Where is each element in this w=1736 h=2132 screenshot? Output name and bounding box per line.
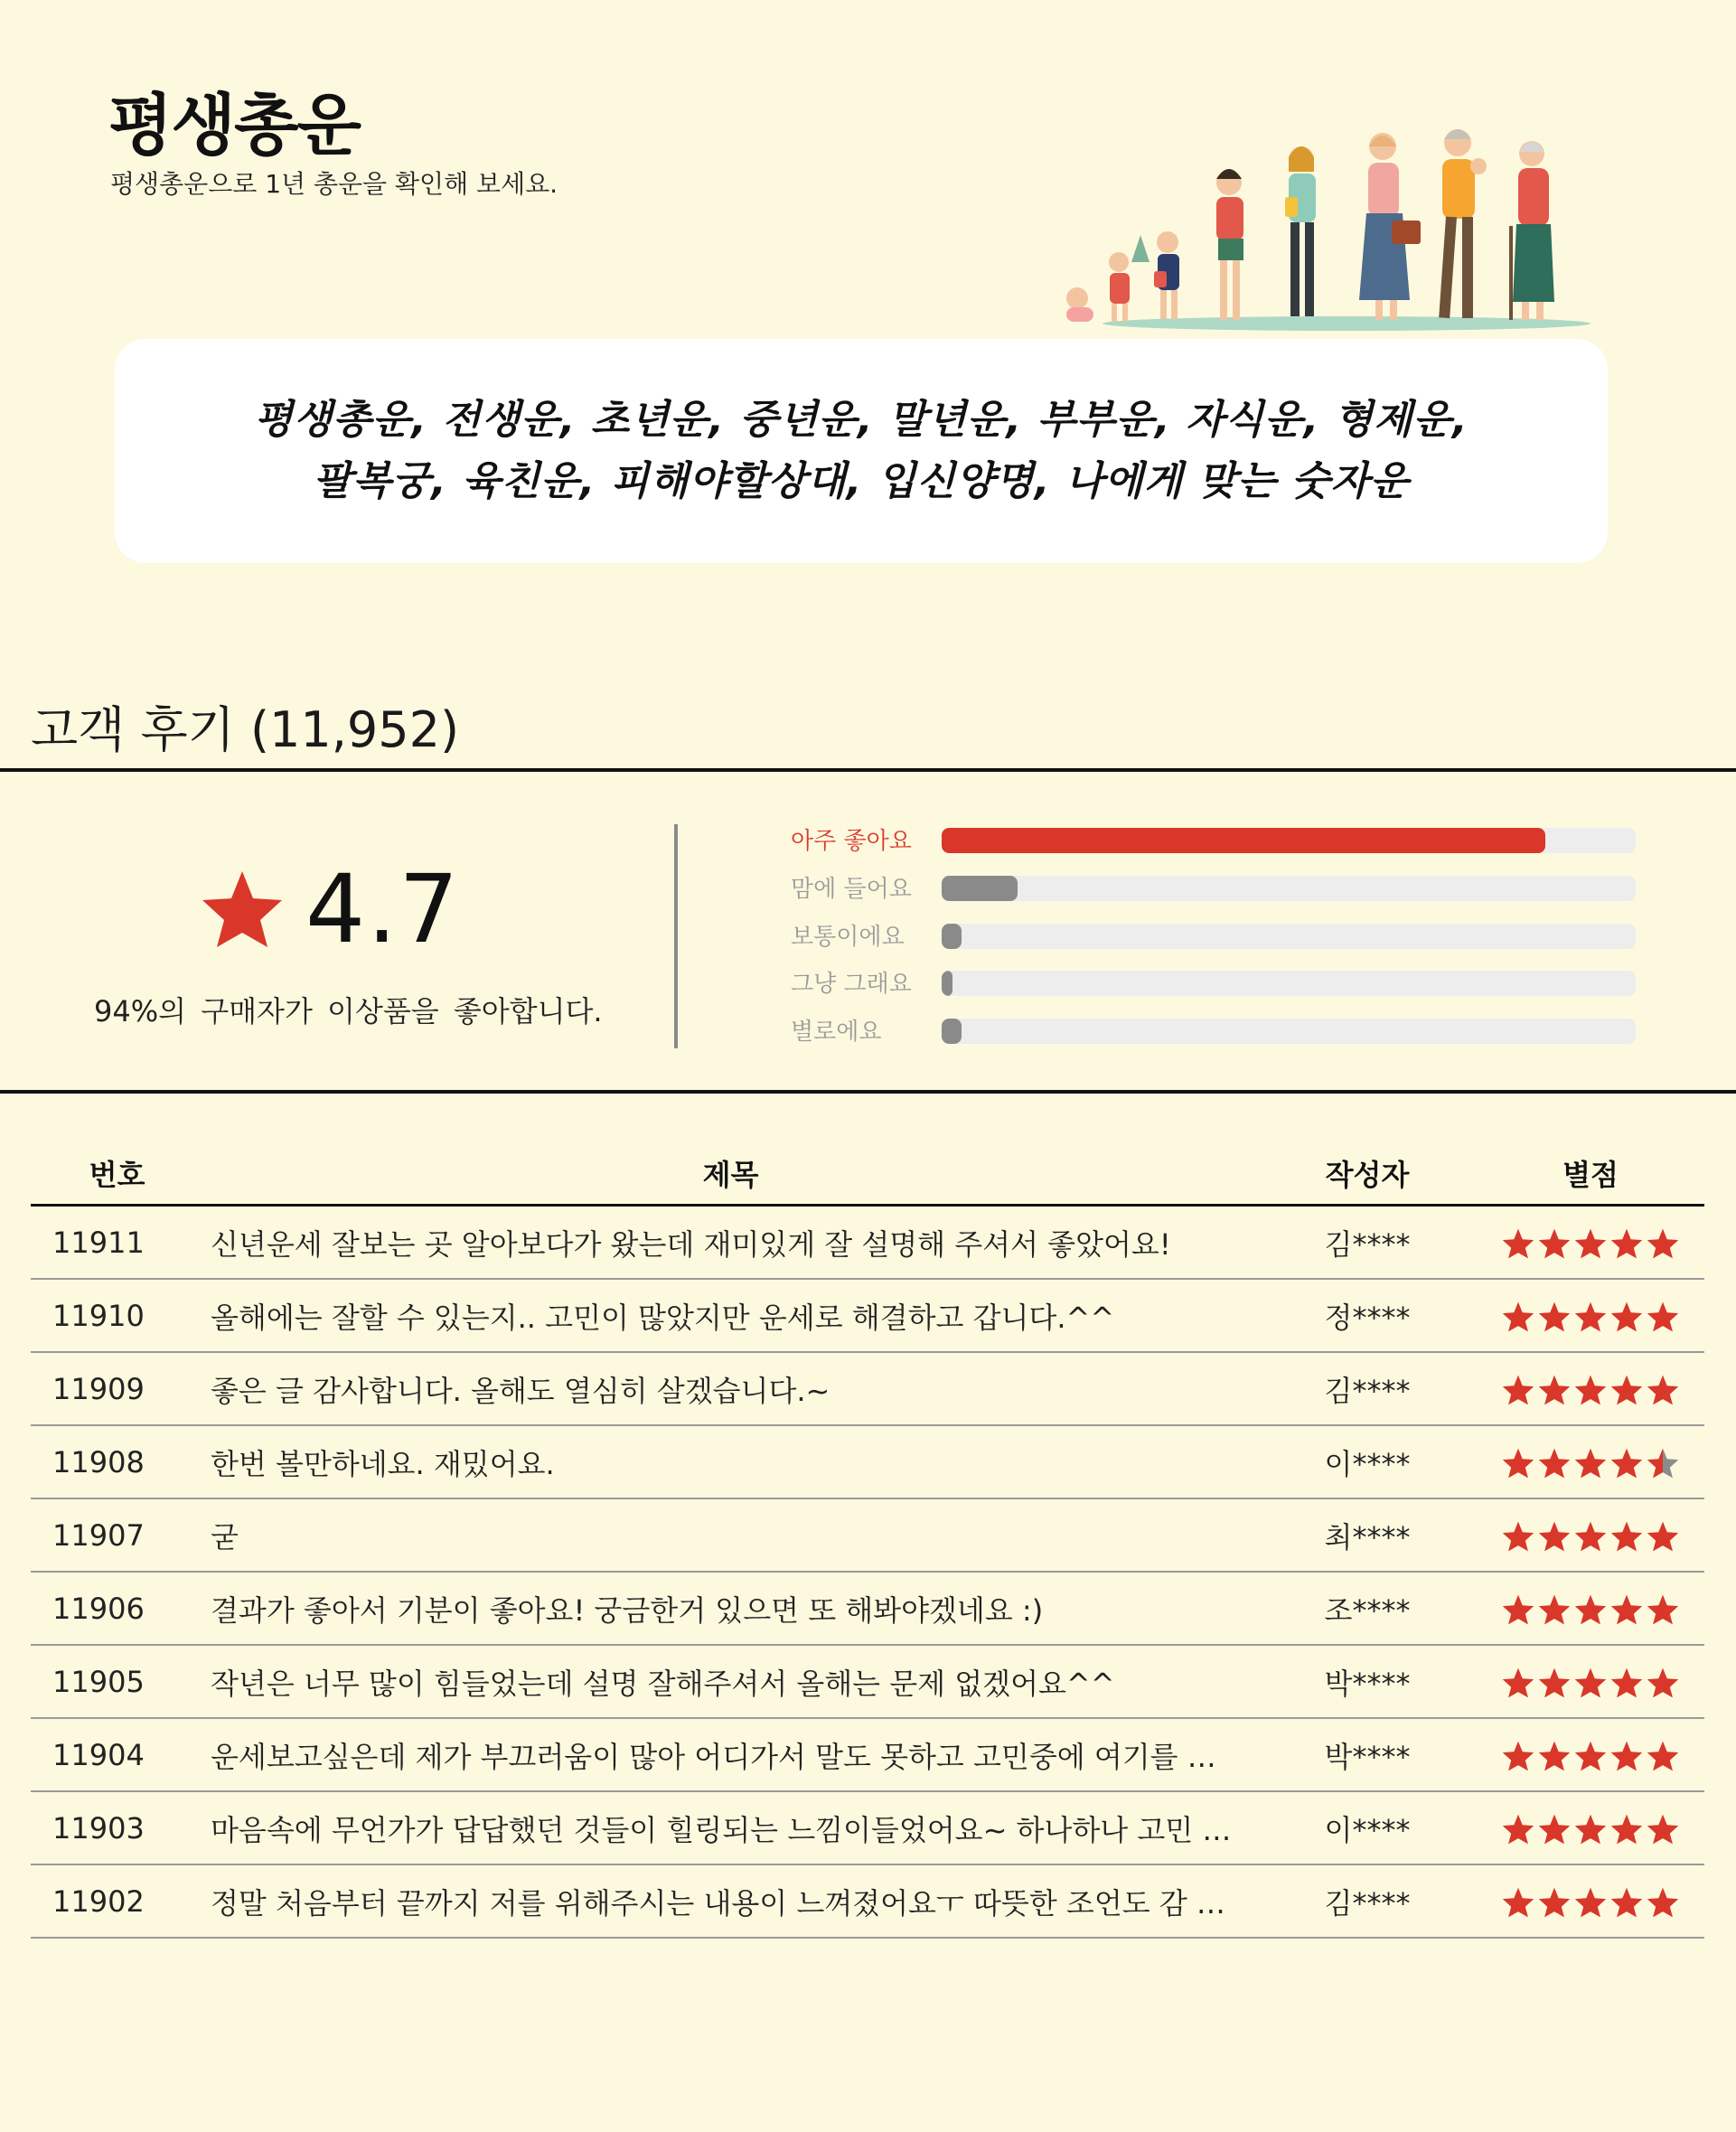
review-title[interactable]: 작년은 너무 많이 힘들었는데 설명 잘해주셔서 올해는 문제 없겠어요^^ — [203, 1645, 1258, 1718]
rating-distribution-track — [942, 828, 1636, 853]
star-rating — [1501, 1886, 1680, 1919]
rating-distribution-fill — [942, 828, 1545, 853]
fortune-categories-line-2: 팔복궁, 육친운, 피해야할상대, 입신양명, 나에게 맞는 숫자운 — [313, 458, 1410, 504]
star-icon — [1573, 1740, 1608, 1772]
star-icon — [1646, 1374, 1680, 1406]
star-icon — [1573, 1520, 1608, 1553]
star-icon — [1501, 1667, 1535, 1699]
star-icon — [1646, 1301, 1680, 1333]
star-icon — [1609, 1740, 1644, 1772]
star-icon — [1646, 1667, 1680, 1699]
star-icon — [1609, 1301, 1644, 1333]
star-icon — [1501, 1447, 1535, 1479]
review-title[interactable]: 정말 처음부터 끝까지 저를 위해주시는 내용이 느껴졌어요ㅜ 따뜻한 조언도 감 … — [203, 1864, 1258, 1938]
star-icon — [1573, 1301, 1608, 1333]
page-subtitle: 평생총운으로 1년 총운을 확인해 보세요. — [110, 169, 558, 199]
star-icon — [1537, 1667, 1572, 1699]
star-icon — [1501, 1520, 1535, 1553]
star-icon — [1573, 1227, 1608, 1260]
review-title[interactable]: 좋은 글 감사합니다. 올해도 열심히 살겠습니다.~ — [203, 1352, 1258, 1425]
review-author: 이**** — [1258, 1425, 1477, 1498]
score-divider — [674, 824, 678, 1048]
review-rating — [1477, 1791, 1704, 1864]
star-icon — [1573, 1447, 1608, 1479]
star-icon — [199, 868, 286, 951]
star-icon — [1501, 1886, 1535, 1919]
review-number: 11906 — [31, 1572, 203, 1645]
rating-distribution-track — [942, 1019, 1636, 1044]
section-rule-top — [0, 768, 1736, 772]
review-title[interactable]: 마음속에 무언가가 답답했던 것들이 힐링되는 느낌이들었어요~ 하나하나 고민 … — [203, 1791, 1258, 1864]
column-header-rating: 별점 — [1477, 1142, 1704, 1206]
star-icon — [1646, 1886, 1680, 1919]
star-icon — [1609, 1593, 1644, 1626]
review-number: 11905 — [31, 1645, 203, 1718]
star-icon — [1646, 1740, 1680, 1772]
rating-distribution-fill — [942, 924, 962, 949]
table-row[interactable] — [31, 1498, 1704, 1572]
review-number: 11911 — [31, 1206, 203, 1280]
rating-distribution-label: 아주 좋아요 — [791, 828, 912, 855]
star-icon — [1537, 1813, 1572, 1846]
star-rating — [1501, 1593, 1680, 1626]
fortune-categories-card — [115, 339, 1608, 563]
table-row[interactable] — [31, 1425, 1704, 1498]
rating-distribution-row — [791, 1017, 1640, 1046]
review-author: 박**** — [1258, 1718, 1477, 1791]
star-icon — [1573, 1886, 1608, 1919]
star-icon — [1573, 1593, 1608, 1626]
star-icon — [1537, 1886, 1572, 1919]
rating-distribution-row — [791, 969, 1640, 998]
review-author: 박**** — [1258, 1645, 1477, 1718]
review-author: 최**** — [1258, 1498, 1477, 1572]
star-icon — [1646, 1813, 1680, 1846]
star-icon — [1501, 1227, 1535, 1260]
review-number: 11910 — [31, 1279, 203, 1352]
review-number: 11903 — [31, 1791, 203, 1864]
star-icon — [1609, 1227, 1644, 1260]
review-author: 조**** — [1258, 1572, 1477, 1645]
star-icon — [1609, 1813, 1644, 1846]
rating-distribution-label: 보통이에요 — [791, 924, 905, 951]
column-header-title: 제목 — [203, 1142, 1258, 1206]
star-icon — [1501, 1593, 1535, 1626]
review-rating — [1477, 1718, 1704, 1791]
star-rating — [1501, 1667, 1680, 1699]
review-number: 11908 — [31, 1425, 203, 1498]
rating-distribution-fill — [942, 971, 952, 996]
star-icon — [1609, 1886, 1644, 1919]
table-header-row — [31, 1142, 1704, 1206]
rating-distribution-label: 그냥 그래요 — [791, 971, 912, 998]
review-title[interactable]: 운세보고싶은데 제가 부끄러움이 많아 어디가서 말도 못하고 고민중에 여기를 … — [203, 1718, 1258, 1791]
star-icon — [1537, 1227, 1572, 1260]
review-rating — [1477, 1572, 1704, 1645]
star-rating — [1501, 1374, 1680, 1406]
average-score-value: 4.7 — [305, 854, 461, 964]
rating-distribution-row — [791, 874, 1640, 903]
star-icon — [1501, 1813, 1535, 1846]
star-rating — [1501, 1813, 1680, 1846]
section-rule-bottom — [0, 1090, 1736, 1094]
review-title[interactable]: 결과가 좋아서 기분이 좋아요! 궁금한거 있으면 또 해봐야겠네요 :) — [203, 1572, 1258, 1645]
star-icon — [1646, 1447, 1680, 1479]
rating-distribution-fill — [942, 1019, 962, 1044]
review-title[interactable]: 굳 — [203, 1498, 1258, 1572]
star-rating — [1501, 1227, 1680, 1260]
table-row[interactable] — [31, 1206, 1704, 1280]
star-icon — [1537, 1520, 1572, 1553]
review-author: 김**** — [1258, 1864, 1477, 1938]
column-header-no: 번호 — [31, 1142, 203, 1206]
star-icon — [1646, 1520, 1680, 1553]
table-row[interactable] — [31, 1279, 1704, 1352]
review-title[interactable]: 올해에는 잘할 수 있는지.. 고민이 많았지만 운세로 해결하고 갑니다.^^ — [203, 1279, 1258, 1352]
star-icon — [1573, 1667, 1608, 1699]
average-score — [199, 854, 460, 964]
table-row[interactable] — [31, 1864, 1704, 1938]
review-number: 11909 — [31, 1352, 203, 1425]
star-icon — [1609, 1374, 1644, 1406]
star-rating — [1501, 1740, 1680, 1772]
review-number: 11907 — [31, 1498, 203, 1572]
rating-distribution-track — [942, 971, 1636, 996]
star-icon — [1537, 1593, 1572, 1626]
review-rating — [1477, 1279, 1704, 1352]
review-rating — [1477, 1425, 1704, 1498]
review-title[interactable]: 한번 볼만하네요. 재밌어요. — [203, 1425, 1258, 1498]
review-rating — [1477, 1352, 1704, 1425]
column-header-author: 작성자 — [1258, 1142, 1477, 1206]
star-icon — [1537, 1301, 1572, 1333]
table-row[interactable] — [31, 1718, 1704, 1791]
review-rating — [1477, 1498, 1704, 1572]
rating-distribution-track — [942, 876, 1636, 901]
star-icon — [1501, 1301, 1535, 1333]
review-author: 김**** — [1258, 1352, 1477, 1425]
star-icon — [1537, 1374, 1572, 1406]
review-number: 11904 — [31, 1718, 203, 1791]
family-life-stages-illustration — [1048, 127, 1591, 334]
star-rating — [1501, 1447, 1680, 1479]
review-rating — [1477, 1206, 1704, 1280]
star-icon — [1537, 1740, 1572, 1772]
star-icon — [1609, 1667, 1644, 1699]
reviews-heading: 고객 후기 (11,952) — [31, 701, 460, 758]
star-icon — [1573, 1813, 1608, 1846]
rating-distribution-label: 맘에 들어요 — [791, 876, 912, 903]
review-author: 정**** — [1258, 1279, 1477, 1352]
rating-distribution-row — [791, 922, 1640, 951]
review-author: 이**** — [1258, 1791, 1477, 1864]
rating-distribution-fill — [942, 876, 1018, 901]
star-rating — [1501, 1520, 1680, 1553]
table-row[interactable] — [31, 1572, 1704, 1645]
fortune-categories-line-1: 평생총운, 전생운, 초년운, 중년운, 말년운, 부부운, 자식운, 형제운, — [254, 397, 1469, 443]
star-icon — [1501, 1740, 1535, 1772]
star-icon — [1501, 1374, 1535, 1406]
star-icon — [1646, 1593, 1680, 1626]
review-rating — [1477, 1645, 1704, 1718]
star-icon — [1609, 1520, 1644, 1553]
rating-distribution-track — [942, 924, 1636, 949]
star-icon — [1573, 1374, 1608, 1406]
rating-distribution-label: 별로에요 — [791, 1019, 882, 1046]
table-row[interactable] — [31, 1645, 1704, 1718]
review-rating — [1477, 1864, 1704, 1938]
rating-distribution-row — [791, 826, 1640, 855]
review-number: 11902 — [31, 1864, 203, 1938]
star-icon — [1646, 1227, 1680, 1260]
table-row[interactable] — [31, 1352, 1704, 1425]
star-icon — [1537, 1447, 1572, 1479]
star-rating — [1501, 1301, 1680, 1333]
reviews-table — [31, 1142, 1704, 1939]
review-title[interactable]: 신년운세 잘보는 곳 알아보다가 왔는데 재미있게 잘 설명해 주셔서 좋았어요! — [203, 1206, 1258, 1280]
star-icon — [1609, 1447, 1644, 1479]
page-title: 평생총운 — [108, 87, 360, 164]
table-row[interactable] — [31, 1791, 1704, 1864]
review-author: 김**** — [1258, 1206, 1477, 1280]
satisfaction-caption: 94%의 구매자가 이상품을 좋아합니다. — [94, 994, 603, 1028]
